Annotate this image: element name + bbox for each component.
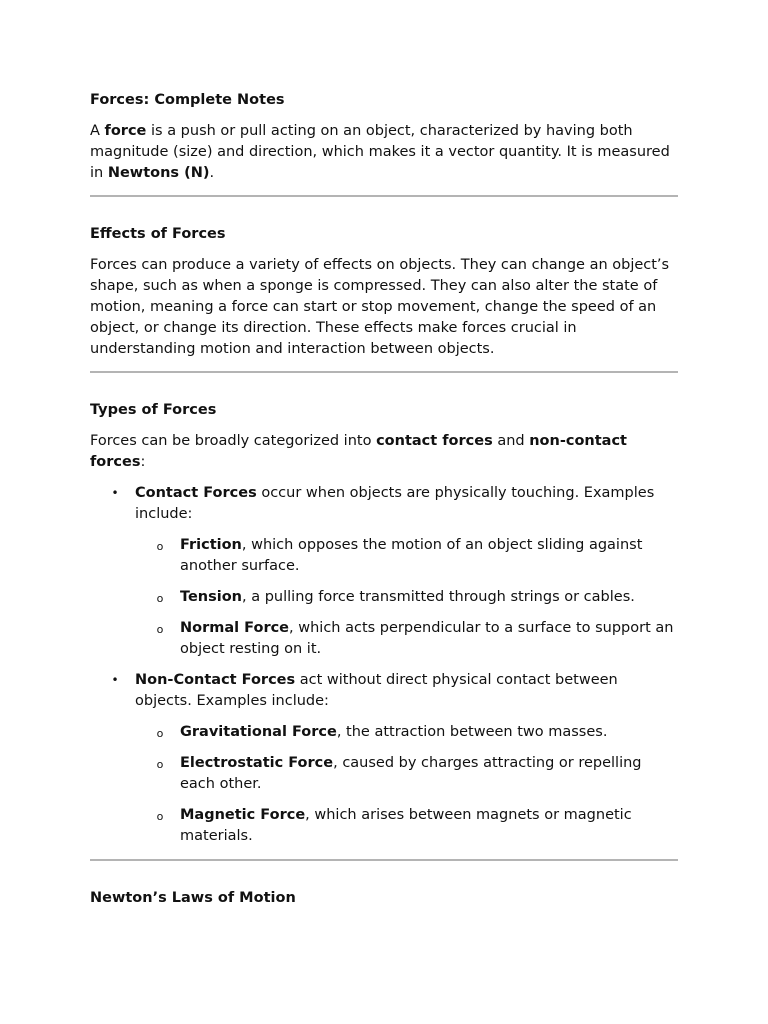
- list-item-magnetic-force: [135, 805, 678, 847]
- intro-bold-force: force: [104, 123, 147, 139]
- gravitational-force-desc: , the attraction between two masses.: [336, 724, 608, 740]
- intro-text-1: A: [90, 123, 105, 139]
- magnetic-force-desc: , which arises between magnets or magnetic materials.: [180, 807, 632, 844]
- sub-bullet-icon: o: [156, 810, 164, 823]
- types-heading: Types of Forces: [90, 402, 217, 418]
- contact-forces-examples: [135, 535, 678, 660]
- noncontact-forces-examples: [135, 722, 678, 847]
- effects-heading: Effects of Forces: [90, 226, 226, 242]
- list-item-noncontact-forces: [90, 670, 678, 847]
- list-item-friction: [135, 535, 678, 577]
- friction-desc: , which opposes the motion of an object sliding against another surface.: [180, 537, 643, 574]
- contact-forces-desc: occur when objects are physically touching. Examples include:: [135, 485, 655, 522]
- force-types-list: [90, 483, 678, 847]
- tension-name: Tension: [180, 589, 243, 605]
- electrostatic-force-desc: , caused by charges attracting or repelling each other.: [180, 755, 642, 792]
- list-item-normal-force: [135, 618, 678, 660]
- list-item-contact-forces: [90, 483, 678, 660]
- electrostatic-force-name: Electrostatic Force: [180, 755, 334, 771]
- effects-paragraph: Forces can produce a variety of effects on objects. They can change an object’s shape, such as when a sponge is compressed. They can also alter the state of motion, meaning a force can start or stop movement, change the speed of an object, or change its direction. These effects make forces crucial in understanding motion and interaction between objects.: [90, 257, 670, 357]
- list-item-tension: [135, 587, 678, 608]
- sub-bullet-icon: o: [156, 727, 164, 740]
- sub-bullet-icon: o: [156, 540, 164, 553]
- normal-force-name: Normal Force: [180, 620, 290, 636]
- tension-desc: , a pulling force transmitted through strings or cables.: [242, 589, 635, 605]
- sub-bullet-icon: o: [156, 623, 164, 636]
- list-item-electrostatic-force: [135, 753, 678, 795]
- types-intro-bold-noncontact: non-contact forces: [90, 433, 627, 470]
- types-intro-text-2: and: [492, 433, 530, 449]
- types-intro-text-3: :: [140, 454, 146, 470]
- types-intro-text-1: Forces can be broadly categorized into: [90, 433, 377, 449]
- contact-forces-name: Contact Forces: [135, 485, 257, 501]
- normal-force-desc: , which acts perpendicular to a surface to support an object resting on it.: [180, 620, 674, 657]
- friction-name: Friction: [180, 537, 242, 553]
- gravitational-force-name: Gravitational Force: [180, 724, 337, 740]
- types-intro-bold-contact: contact forces: [376, 433, 493, 449]
- types-intro-paragraph: [90, 431, 678, 473]
- intro-text-2: is a push or pull acting on an object, characterized by having both magnitude (size) and direction, which makes it a vector quantity. It is measured in: [90, 123, 670, 181]
- noncontact-forces-name: Non-Contact Forces: [135, 672, 296, 688]
- list-item-gravitational-force: [135, 722, 678, 743]
- noncontact-forces-desc: act without direct physical contact between objects. Examples include:: [135, 672, 618, 709]
- newton-heading: Newton’s Laws of Motion: [90, 890, 296, 906]
- bullet-icon: •: [111, 486, 119, 500]
- document-page: [90, 90, 678, 909]
- sub-bullet-icon: o: [156, 758, 164, 771]
- intro-paragraph: [90, 121, 678, 184]
- magnetic-force-name: Magnetic Force: [180, 807, 306, 823]
- document-title: Forces: Complete Notes: [90, 92, 285, 108]
- sub-bullet-icon: o: [156, 592, 164, 605]
- intro-bold-newtons: Newtons (N): [107, 165, 210, 181]
- intro-text-3: .: [209, 165, 215, 181]
- bullet-icon: •: [111, 673, 119, 687]
